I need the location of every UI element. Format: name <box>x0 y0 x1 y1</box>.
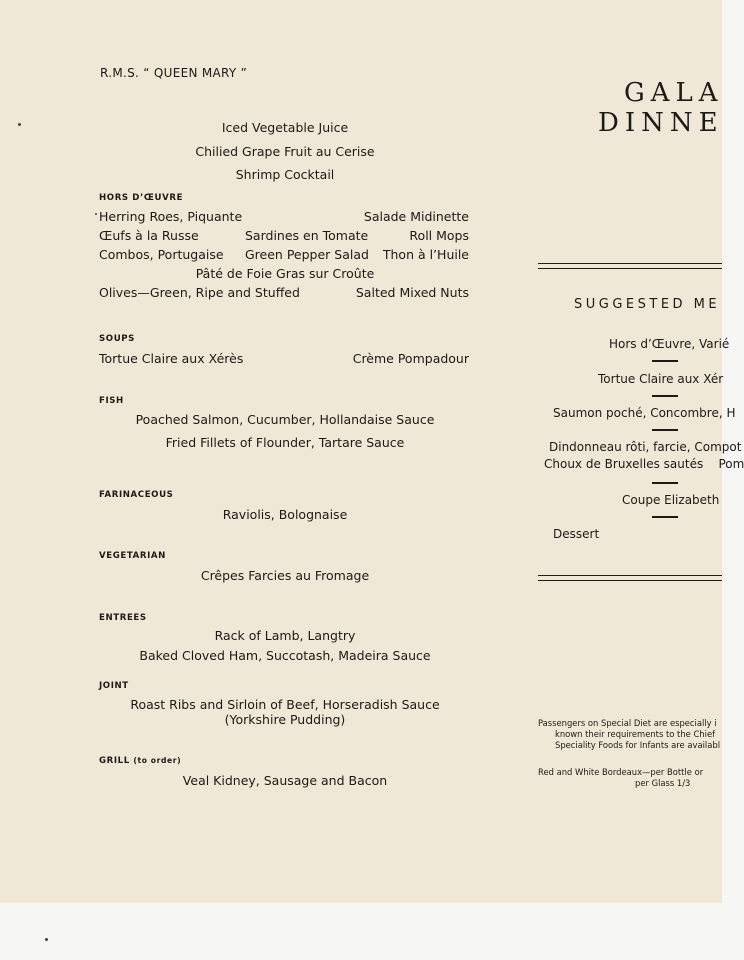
menu-item: Sardines en Tomate <box>245 228 369 243</box>
menu-item: Fried Fillets of Flounder, Tartare Sauce <box>165 435 405 450</box>
starter-item: Iced Vegetable Juice <box>221 120 349 135</box>
suggested-item: Dindonneau rôti, farcie, Compot <box>549 440 742 454</box>
dash-divider <box>652 395 678 397</box>
menu-item: Poached Salmon, Cucumber, Hollandaise Sauce <box>135 412 435 427</box>
menu-item: Rack of Lamb, Langtry <box>214 628 356 643</box>
grill-heading-text: GRILL <box>99 756 130 766</box>
footnote-line: Speciality Foods for Infants are availabl <box>555 740 721 750</box>
menu-item: Herring Roes, Piquante <box>99 209 243 224</box>
menu-item: Roll Mops <box>409 228 469 243</box>
footnote-line: Passengers on Special Diet are especially i <box>538 718 717 728</box>
section-heading-vegetarian: VEGETARIAN <box>99 551 166 561</box>
suggested-item: Choux de Bruxelles sautés Pom <box>544 457 744 471</box>
menu-item: Olives—Green, Ripe and Stuffed <box>99 285 300 300</box>
menu-item: Green Pepper Salad <box>245 247 369 262</box>
footnote-line: known their requirements to the Chief <box>555 729 716 739</box>
starter-item: Chilied Grape Fruit au Cerise <box>195 144 375 159</box>
menu-item: Tortue Claire aux Xérès <box>99 351 244 366</box>
title-dinner: DINNE <box>598 108 724 138</box>
section-heading-hors-doeuvre: HORS D’ŒUVRE <box>99 193 184 203</box>
menu-item: Veal Kidney, Sausage and Bacon <box>182 773 388 788</box>
menu-item: Pâté de Foie Gras sur Croûte <box>195 266 375 281</box>
grill-note: (to order) <box>133 756 182 765</box>
menu-item: Baked Cloved Ham, Succotash, Madeira Sauce <box>139 648 431 663</box>
dash-divider <box>652 482 678 484</box>
dash-divider <box>652 429 678 431</box>
menu-item: Crème Pompadour <box>352 351 469 366</box>
paper-speck <box>95 213 97 215</box>
suggested-item: Coupe Elizabeth <box>622 493 720 507</box>
scan-speck <box>45 938 48 941</box>
starter-item: Shrimp Cocktail <box>235 167 335 182</box>
menu-item: Thon à l’Huile <box>382 247 469 262</box>
section-heading-entrees: ENTREES <box>99 613 147 623</box>
section-heading-farinaceous: FARINACEOUS <box>99 490 174 500</box>
menu-item: Raviolis, Bolognaise <box>222 507 348 522</box>
menu-item: Combos, Portugaise <box>99 247 224 262</box>
title-gala: GALA <box>624 78 724 108</box>
section-heading-joint: JOINT <box>99 681 129 691</box>
menu-item: (Yorkshire Pudding) <box>224 712 346 727</box>
menu-item: Roast Ribs and Sirloin of Beef, Horseradish Sauce <box>130 697 440 712</box>
footnote-line: Red and White Bordeaux—per Bottle or <box>538 767 704 777</box>
suggested-item: Dessert <box>553 527 600 541</box>
suggested-item: Tortue Claire aux Xér <box>598 372 724 386</box>
suggested-menu-heading: SUGGESTED ME <box>574 297 721 312</box>
section-heading-grill <box>99 756 181 766</box>
section-heading-soups: SOUPS <box>99 334 135 344</box>
paper-speck <box>18 123 21 126</box>
suggested-item: Saumon poché, Concombre, H <box>553 406 736 420</box>
footnote-line: per Glass 1/3 <box>635 778 691 788</box>
double-rule-top <box>538 263 722 269</box>
menu-item: Salted Mixed Nuts <box>355 285 469 300</box>
suggested-item: Hors d’Œuvre, Varié <box>609 337 730 351</box>
section-heading-fish: FISH <box>99 396 124 406</box>
menu-item: Œufs à la Russe <box>99 228 199 243</box>
menu-item: Crêpes Farcies au Fromage <box>200 568 370 583</box>
menu-item: Salade Midinette <box>363 209 469 224</box>
ship-name: R.M.S. “ QUEEN MARY ” <box>100 66 248 80</box>
dash-divider <box>652 360 678 362</box>
double-rule-bottom <box>538 575 722 581</box>
dash-divider <box>652 516 678 518</box>
